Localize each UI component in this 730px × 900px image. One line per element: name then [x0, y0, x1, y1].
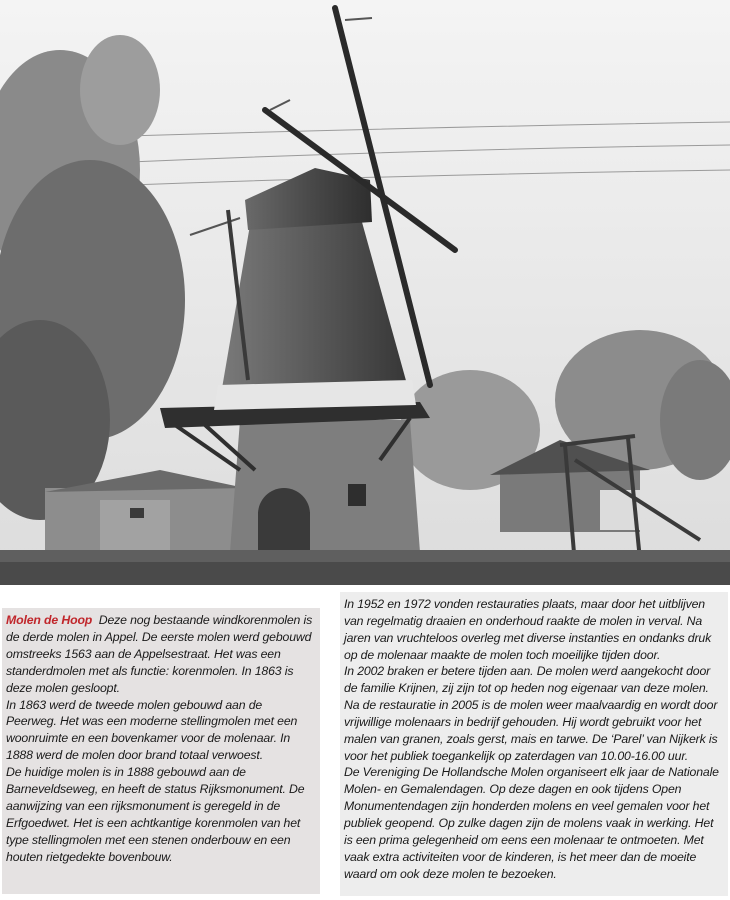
- paragraph-current-mill: De huidige molen is in 1888 gebouwd aan de Barneveldseweg, en heeft de status Rijksmonument. De aanwijzing van een rijksmonument is geregeld in de Erfgoedwet. Het is een achtkantige korenmolen van het type stellingmolen met een stenen onderbouw en een houten rietgedekte bovenbouw.: [6, 765, 305, 864]
- paragraph-molendagen: De Vereniging De Hollandsche Molen organiseert elk jaar de Nationale Molen- en Gemalendagen. Op deze dagen en ook tijdens Open Monumentendagen zijn honderden molens en veel gemalen voor het publiek geopend. Op zulke dagen zijn de molens vaak in werking. Het is een prima gelegenheid om eens een molenaar te ontmoeten. Met vaak extra activiteiten voor de kinderen, is het meer dan de moeite waard om ook deze molen te bezoeken.: [344, 765, 719, 881]
- article-column-right: [340, 592, 728, 896]
- intro-text: Deze nog bestaande windkorenmolen is de derde molen in Appel. De eerste molen werd gebouwd omstreeks 1563 aan de Appelsestraat. Het was een standerdmolen met als functie: korenmolen. In 1863 is deze molen gesloopt.: [6, 613, 313, 695]
- paragraph-restorations: In 1952 en 1972 vonden restauraties plaats, maar door het uitblijven van regelmatig draaien en onderhoud raakte de molen in verval. Na jaren van vruchteloos overleg met diverse instanties en ondanks druk op de molenaar maakte de molen toch moeilijke tijden door.: [344, 597, 712, 662]
- article-column-left: [2, 608, 320, 894]
- article-title: Molen de Hoop: [6, 613, 93, 627]
- paragraph-2002: In 2002 braken er betere tijden aan. De molen werd aangekocht door de familie Krijnen, zij zijn tot op heden nog eigenaar van deze molen.: [344, 664, 711, 696]
- paragraph-2005: Na de restauratie in 2005 is de molen weer maalvaardig en wordt door vrijwillige molenaars in bedrijf gehouden. Hij wordt gebruikt voor het malen van granen, zoals gerst, mais en tarwe. De ‘Parel’ van Nijkerk is voor het publiek toegankelijk op zaterdagen van 10.00-16.00 uur.: [344, 698, 718, 763]
- paragraph-second-mill: In 1863 werd de tweede molen gebouwd aan de Peerweg. Het was een moderne stellingmolen met een woonruimte en een bovenkamer voor de molenaar. In 1888 werd de molen door brand totaal verwoest.: [6, 697, 298, 763]
- intro-paragraph: [6, 612, 314, 697]
